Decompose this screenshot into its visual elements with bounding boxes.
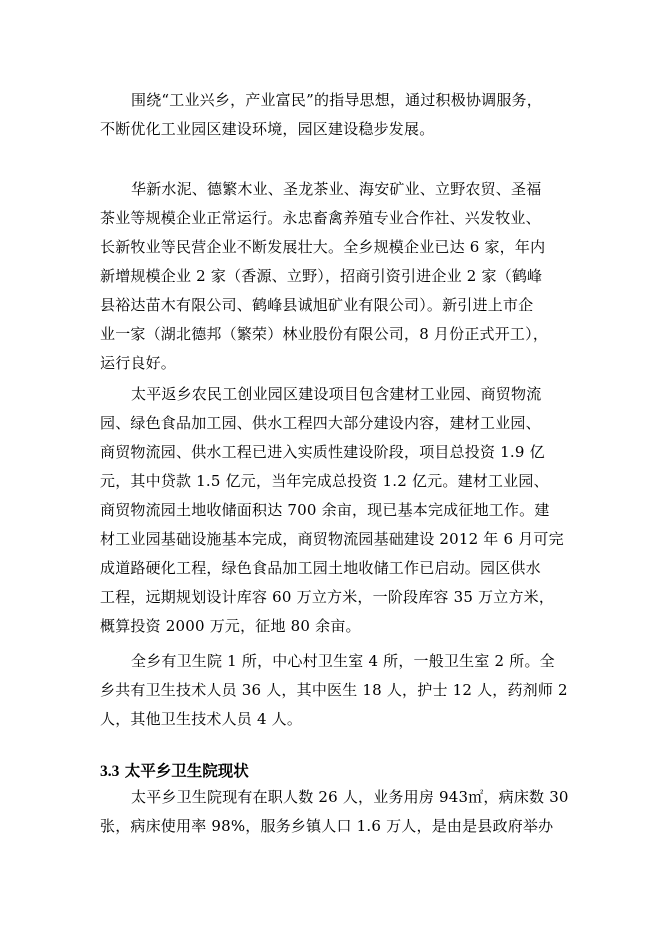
text-line: 工程，远期规划设计库容 60 万立方米，一阶段库容 35 万立方米， (100, 588, 555, 606)
text-line: 材工业园基础设施基本完成，商贸物流园基础建设 2012 年 6 月可完 (100, 530, 564, 548)
paragraph-industrial-park-intro (100, 86, 560, 144)
text-line: 长新牧业等民营企业不断发展壮大。全乡规模企业已达 6 家，年内 (100, 238, 546, 256)
text-line: 太平返乡农民工创业园区建设项目包含建材工业园、商贸物流 (131, 385, 542, 403)
text-line: 园、绿色食品加工园、供水工程四大部分建设内容，建材工业园、 (100, 414, 541, 432)
section-heading (100, 760, 249, 783)
text-line: 业一家（湖北德邦（繁荣）林业股份有限公司，8 月份正式开工）， (100, 325, 549, 343)
text-line: 茶业等规模企业正常运行。永忠畜禽养殖专业合作社、兴发牧业、 (100, 209, 541, 227)
text-line: 商贸物流园、供水工程已进入实质性建设阶段，项目总投资 1.9 亿 (100, 443, 545, 461)
text-line: 运行良好。 (100, 354, 177, 372)
text-line: 概算投资 2000 万元，征地 80 余亩。 (100, 617, 361, 635)
paragraph-hospital-status (100, 783, 569, 841)
text-line: 新增规模企业 2 家（香源、立野），招商引资引进企业 2 家（鹤峰 (100, 267, 543, 285)
text-line: 商贸物流园土地收储面积达 700 余亩，现已基本完成征地工作。建 (100, 501, 550, 519)
text-line: 元，其中贷款 1.5 亿元，当年完成总投资 1.2 亿元。建材工业园、 (100, 472, 549, 490)
text-line: 华新水泥、德繁木业、圣龙茶业、海安矿业、立野农贸、圣福 (131, 180, 542, 198)
text-line: 乡共有卫生技术人员 36 人，其中医生 18 人，护士 12 人，药剂师 2 (100, 681, 568, 699)
text-line: 成道路硬化工程，绿色食品加工园土地收储工作已启动。园区供水 (100, 559, 541, 577)
paragraph-entrepreneurship-park (100, 380, 564, 641)
section-number: 3.3 (100, 763, 120, 780)
text-line: 太平乡卫生院现有在职人数 26 人，业务用房 943㎡，病床数 30 (131, 788, 569, 806)
paragraph-enterprises (100, 175, 560, 378)
text-line: 县裕达苗木有限公司、鹤峰县诚旭矿业有限公司）。新引进上市企 (100, 296, 534, 314)
text-line: 张，病床使用率 98%，服务乡镇人口 1.6 万人，是由是县政府举办 (100, 817, 554, 835)
paragraph-health-facilities (100, 647, 568, 734)
text-line: 人，其他卫生技术人员 4 人。 (100, 710, 303, 728)
text-line: 不断优化工业园区建设环境，园区建设稳步发展。 (100, 120, 435, 138)
text-line: 全乡有卫生院 1 所，中心村卫生室 4 所，一般卫生室 2 所。全 (131, 652, 555, 670)
text-line: 围绕“工业兴乡，产业富民”的指导思想，通过积极协调服务， (131, 91, 542, 109)
section-title: 太平乡卫生院现状 (124, 761, 249, 780)
